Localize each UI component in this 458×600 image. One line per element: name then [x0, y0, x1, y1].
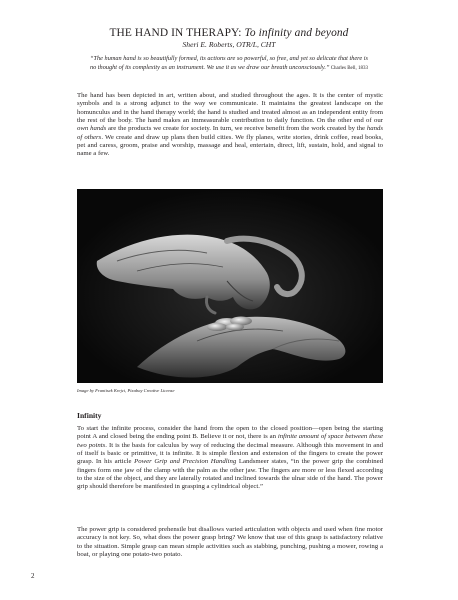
infinity-text-2: . It is the basis for calculus by way of reducing the decimal measure. Although this movement in and of itself is basic or primitive, it is infinite. It is simple flexion and extension of the fingers to create the power grasp. In his article: [77, 441, 383, 466]
intro-emphasis-1: own hands: [77, 125, 107, 133]
intro-text-2: are the products we create for society. In turn, we receive benefit from the work created by the: [106, 125, 367, 133]
page-number: 2: [31, 572, 35, 580]
quote-attribution: Charles Bell, 1833: [329, 65, 369, 71]
hands-illustration: [77, 189, 383, 383]
intro-text-1: The hand has been depicted in art, written about, and studied throughout the ages. It is the center of mystic symbols and is a strong adjunct to the way we communicate. It maintains the greatest landscape on the homunculus and in the hand therapy world; the hand is studied and treated almost as an independent entity from the rest of the body. The hand makes an immeasurable contribution to daily function. On the other end of our: [77, 92, 383, 125]
intro-paragraph: [77, 92, 383, 159]
infinity-text-1: To start the infinite process, consider the hand from the open to the closed position—open being the starting point A and closed being the ending point B. Believe it or not, there is an: [77, 425, 383, 441]
title-subtitle: To infinity and beyond: [244, 27, 349, 39]
intro-emphasis-2: hands of others: [77, 125, 383, 141]
infinity-paragraph-2: The power grip is considered prehensile but disallows varied articulation with objects and used when fine motor accuracy is not key. So, what does the power grasp bring? We know that use of this grasp is satisfactory relative to the situation. Simple grasp can mean simple activities such as stabbing, punching, pushing a mower, rowing a boat, or playing one potato-two potato.: [77, 526, 383, 559]
epigraph-quote: [88, 55, 370, 73]
intro-text-3: . We create and draw up plans then build cities. We fly planes, write stories, drink coffee, read books, pet and caress, groom, praise and worship, massage and heal, entertain, direct, lift, sustain, hold, and signal to name a few.: [77, 133, 383, 158]
quote-text: “The human hand is so beautifully formed, its actions are so powerful, so free, and yet so delicate that there is no thought of its complexity as an instrument. We use it as we draw our breath unconsciously.”: [89, 55, 368, 71]
section-heading-infinity: Infinity: [77, 411, 102, 420]
infinity-text-3: Landsmeer states, “in the power grip the combined fingers form one jaw of the clamp with the palm as the other jaw. The fingers are more or less flexed according to the size of the object, and they are laterally rotated and inclined towards the ulnar side of the hand. The power grip should therefore be manifested in grasping a cylindrical object.”: [77, 458, 383, 491]
article-title: [0, 27, 458, 40]
hands-coins-photo: [77, 189, 383, 383]
title-main: THE HAND IN THERAPY:: [109, 27, 245, 39]
photo-caption: Image by Frantisek Krejci, Pixabay Creative License: [77, 388, 175, 393]
infinity-paragraph-1: [77, 425, 383, 492]
infinity-emphasis-1: infinite amount of space between these two points: [77, 433, 383, 449]
author-byline: Sheri E. Roberts, OTR/L, CHT: [182, 40, 276, 49]
infinity-emphasis-2: Power Grip and Precision Handling: [134, 458, 237, 466]
